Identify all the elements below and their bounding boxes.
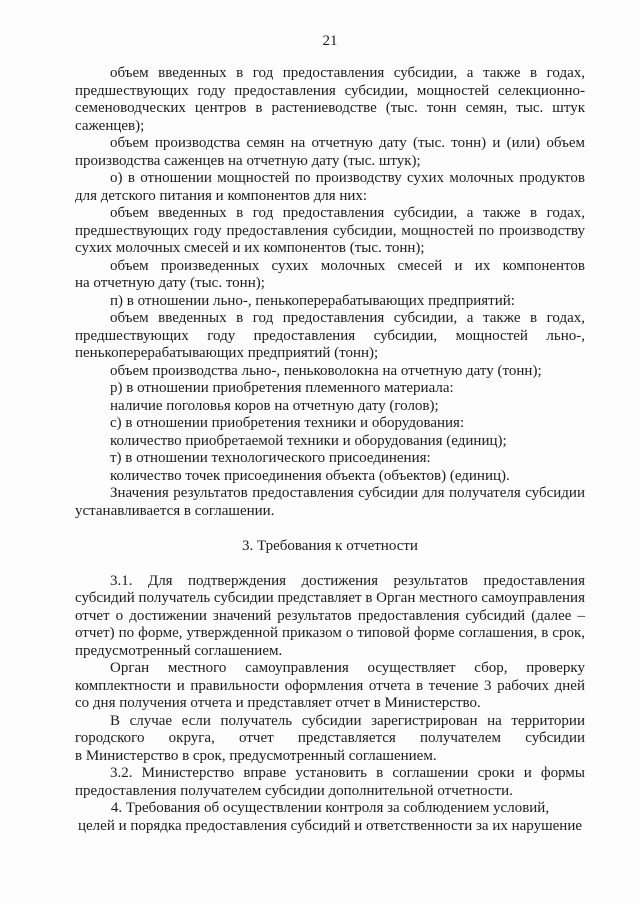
paragraph xyxy=(75,293,585,311)
text-line: семеноводческих центров в растениеводстве (тыс. тонн семян, тыс. штук xyxy=(75,100,585,116)
paragraph xyxy=(75,573,585,661)
paragraph xyxy=(75,205,585,258)
text-line: наличие поголовья коров на отчетную дату (голов); xyxy=(110,397,439,414)
text-line: п) в отношении льно-, пенькоперерабатывающих предприятий: xyxy=(110,292,515,309)
text-line: устанавливается в соглашении. xyxy=(75,502,275,519)
text-line: 3.2. Министерство вправе установить в соглашении сроки и формы xyxy=(110,765,585,781)
page-body xyxy=(75,65,585,835)
section-heading-line: целей и порядка предоставления субсидий и ответственности за их нарушение xyxy=(77,817,583,834)
section-heading: 3. Требования к отчетности xyxy=(242,537,418,554)
paragraph xyxy=(75,310,585,363)
paragraph xyxy=(75,660,585,713)
text-line: 3.1. Для подтверждения достижения результатов предоставления xyxy=(110,572,585,589)
text-line: Значения результатов предоставления субсидии для получателя субсидии xyxy=(110,485,585,501)
text-line: объем произведенных сухих молочных смесей и их компонентов xyxy=(110,257,585,274)
text-line: предшествующих году предоставления субсидии, мощностей селекционно- xyxy=(75,82,585,99)
paragraph xyxy=(75,415,585,433)
text-line: отчет) по форме, утвержденной приказом о типовой форме соглашения, в срок, xyxy=(75,625,585,641)
paragraph xyxy=(75,398,585,416)
text-line: саженцев); xyxy=(75,117,145,134)
text-line: объем производства семян на отчетную дату (тыс. тонн) и (или) объем xyxy=(110,135,585,151)
text-line: городского округа, отчет представляется получателем субсидии xyxy=(75,730,585,746)
paragraph xyxy=(75,380,585,398)
text-line: предшествующих году предоставления субсидии, мощностей по производству xyxy=(75,222,585,239)
text-line: с) в отношении приобретения техники и оборудования: xyxy=(110,415,465,431)
text-line: В случае если получатель субсидии зарегистрирован на территории xyxy=(110,712,585,729)
text-line: со дня получения отчета и представляет отчет в Министерство. xyxy=(75,695,481,711)
text-line: в Министерство в срок, предусмотренный соглашением. xyxy=(75,747,437,764)
paragraph xyxy=(75,765,585,800)
paragraph xyxy=(75,713,585,766)
text-line: количество приобретаемой техники и оборудования (единиц); xyxy=(110,432,507,449)
text-line: объем введенных в год предоставления субсидии, а также в годах, xyxy=(110,205,585,221)
text-line: Орган местного самоуправления осуществляет сбор, проверку xyxy=(110,660,585,676)
text-line: р) в отношении приобретения племенного материала: xyxy=(110,380,454,396)
paragraph xyxy=(75,65,585,135)
text-line: количество точек присоединения объекта (объектов) (единиц). xyxy=(110,467,510,484)
text-line: предусмотренный соглашением. xyxy=(75,642,283,659)
paragraph xyxy=(75,258,585,293)
paragraph xyxy=(75,433,585,451)
paragraph xyxy=(75,450,585,468)
text-line: т) в отношении технологического присоединения: xyxy=(110,450,431,466)
text-line: для детского питания и компонентов для них: xyxy=(75,187,368,204)
paragraph xyxy=(75,468,585,486)
paragraph xyxy=(75,485,585,520)
text-line: предшествующих году предоставления субсидии, мощностей льно-, xyxy=(75,327,585,344)
section-heading-line: 4. Требования об осуществлении контроля за соблюдением условий, xyxy=(110,800,550,816)
text-line: объем производства льно-, пеньковолокна на отчетную дату (тонн); xyxy=(110,362,542,379)
text-line: производства саженцев на отчетную дату (тыс. штук); xyxy=(75,152,421,169)
page-number: 21 xyxy=(322,33,338,49)
text-line: сухих молочных смесей и их компонентов (тыс. тонн); xyxy=(75,240,425,256)
text-line: объем введенных в год предоставления субсидии, а также в годах, xyxy=(110,65,585,81)
text-line: предоставления получателем субсидии дополнительной отчетности. xyxy=(75,782,513,799)
text-line: пенькоперерабатывающих предприятий (тонн); xyxy=(75,345,379,361)
paragraph xyxy=(75,363,585,381)
text-line: о) в отношении мощностей по производству сухих молочных продуктов xyxy=(110,170,585,186)
text-line: субсидий получатель субсидии представляет в Орган местного самоуправления xyxy=(75,590,585,606)
text-line: комплектности и правильности оформления отчета в течение 3 рабочих дней xyxy=(75,677,585,694)
text-line: отчет о достижении значений результатов предоставления субсидий (далее – xyxy=(75,607,585,624)
paragraph xyxy=(75,135,585,170)
text-line: на отчетную дату (тыс. тонн); xyxy=(75,275,265,291)
text-line: объем введенных в год предоставления субсидии, а также в годах, xyxy=(110,310,585,326)
paragraph xyxy=(75,170,585,205)
